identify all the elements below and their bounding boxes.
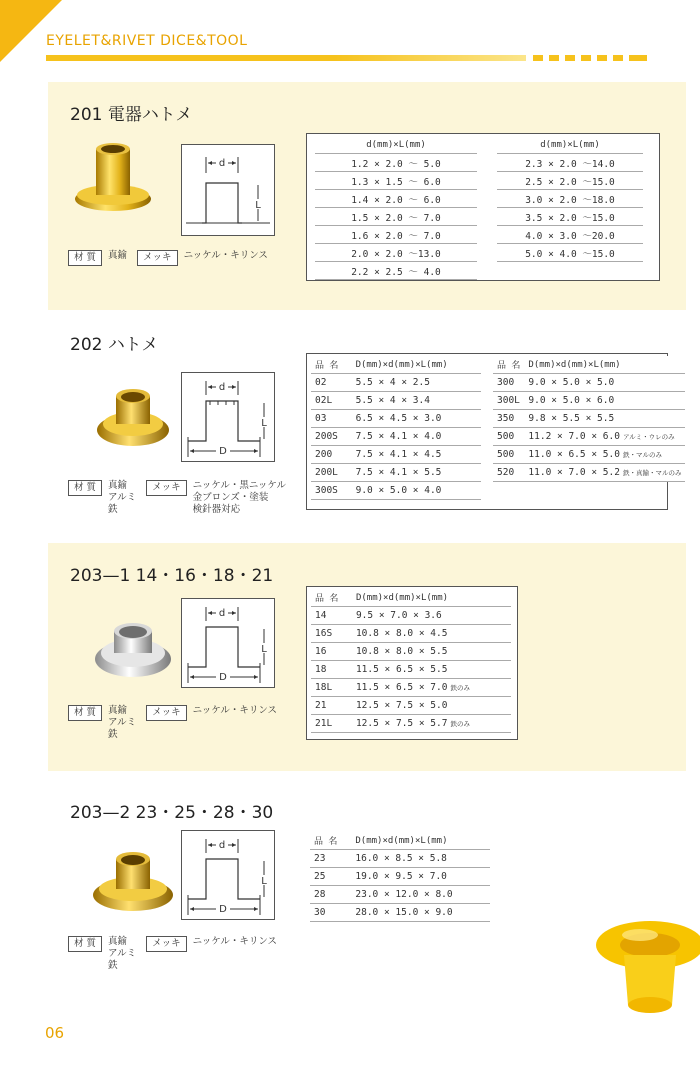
spec-block [68, 480, 296, 519]
page-number: 06 [45, 1024, 65, 1042]
item-name: 14 [311, 607, 352, 625]
table-cell: 5.0 × 4.0 ～15.0 [497, 244, 643, 262]
section-title: 201 電器ハトメ [70, 105, 193, 125]
header-bar [46, 55, 526, 61]
item-dims: 7.5 × 4.1 × 5.5 [355, 467, 442, 478]
item-dims: 11.0 × 6.5 × 5.0 [528, 449, 620, 460]
eyelet-photo [88, 613, 178, 693]
label-d: d [218, 840, 226, 851]
header-dots [533, 55, 647, 61]
decorative-eyelet-illustration [588, 905, 700, 1020]
label-L: L [261, 876, 267, 887]
table-row [310, 868, 490, 886]
eyelet-photo [88, 382, 178, 462]
item-dims: 5.5 × 4 × 2.5 [355, 377, 430, 388]
section-title: 203—2 23・25・28・30 [70, 803, 274, 823]
table-row [493, 428, 685, 446]
material-value: 真鍮 [108, 250, 128, 261]
spec-table-203-2 [306, 830, 504, 920]
item-name: 18L [311, 679, 352, 697]
spec-table-201 [306, 133, 660, 281]
section-title: 202 ハトメ [70, 335, 159, 355]
label-d: d [218, 382, 226, 393]
item-note: 鉄・マルのみ [622, 451, 662, 459]
table-row [310, 886, 490, 904]
item-dims: 7.5 × 4.1 × 4.5 [355, 449, 442, 460]
plating-value: ニッケル・キリンス [192, 705, 278, 716]
item-dims: 11.0 × 7.0 × 5.2 [528, 467, 620, 478]
table-left [311, 356, 481, 500]
table-row [310, 904, 490, 922]
item-dims: 10.8 × 8.0 × 5.5 [355, 646, 448, 657]
table-row [497, 172, 643, 190]
item-dims: 23.0 × 12.0 × 8.0 [355, 889, 453, 900]
table-row [315, 190, 477, 208]
item-note: 鉄のみ [450, 684, 470, 692]
table-row [493, 392, 685, 410]
table-row [311, 410, 481, 428]
plating-value: ニッケル・キリンス [192, 936, 278, 947]
table-header: d(mm)×L(mm) [497, 136, 643, 154]
eyelet-photo [68, 137, 158, 217]
item-dims: 10.8 × 8.0 × 4.5 [355, 628, 448, 639]
item-dims: 12.5 × 7.5 × 5.7 [355, 718, 448, 729]
table-cell: 1.6 × 2.0 ～ 7.0 [315, 226, 477, 244]
item-note: 鉄・真鍮・マルのみ [622, 469, 682, 477]
dimension-diagram [181, 830, 275, 920]
table-cell: 1.3 × 1.5 ～ 6.0 [315, 172, 477, 190]
item-dims: 5.5 × 4 × 3.4 [355, 395, 430, 406]
section-201 [48, 82, 686, 310]
item-name: 500 [493, 446, 524, 464]
item-dims: 9.0 × 5.0 × 5.0 [528, 377, 615, 388]
item-name: 30 [310, 904, 351, 922]
label-D: D [219, 904, 227, 915]
spec-table-203-1 [306, 586, 518, 740]
item-name: 03 [311, 410, 352, 428]
material-tag: 材 質 [68, 705, 102, 721]
table-left [315, 136, 477, 280]
item-name: 16S [311, 625, 352, 643]
label-L: L [261, 644, 267, 655]
table-cell: 2.3 × 2.0 ～14.0 [497, 154, 643, 172]
col-name: 品 名 [493, 356, 524, 374]
table-row [493, 464, 685, 482]
item-dims: 11.5 × 6.5 × 7.0 [355, 682, 448, 693]
table-row [311, 607, 511, 625]
item-name: 18 [311, 661, 352, 679]
table-cell: 2.2 × 2.5 ～ 4.0 [315, 262, 477, 280]
label-D: D [219, 446, 227, 457]
item-dims: 9.0 × 5.0 × 6.0 [528, 395, 615, 406]
item-name: 520 [493, 464, 524, 482]
table-row [311, 428, 481, 446]
col-name: 品 名 [311, 356, 352, 374]
item-name: 300 [493, 374, 524, 392]
section-203-1 [48, 543, 686, 771]
table-cell: 1.5 × 2.0 ～ 7.0 [315, 208, 477, 226]
material-tag: 材 質 [68, 250, 102, 266]
table [310, 832, 490, 922]
table-row [497, 226, 643, 244]
col-name: 品 名 [311, 589, 352, 607]
item-name: 25 [310, 868, 351, 886]
col-dims: D(mm)×d(mm)×L(mm) [352, 589, 511, 607]
item-name: 500 [493, 428, 524, 446]
item-dims: 6.5 × 4.5 × 3.0 [355, 413, 442, 424]
spec-table-202 [306, 353, 682, 510]
item-dims: 7.5 × 4.1 × 4.0 [355, 431, 442, 442]
table-row [311, 392, 481, 410]
table-row [315, 154, 477, 172]
table-row [311, 715, 511, 733]
table-row [497, 244, 643, 262]
item-name: 23 [310, 850, 351, 868]
spec-block [68, 250, 278, 269]
section-202 [48, 320, 686, 530]
spec-block [68, 936, 287, 975]
item-name: 350 [493, 410, 524, 428]
table-cell: 2.5 × 2.0 ～15.0 [497, 172, 643, 190]
item-dims: 11.5 × 6.5 × 5.5 [355, 664, 448, 675]
item-name: 200S [311, 428, 352, 446]
plating-tag: メッキ [146, 936, 187, 952]
item-name: 28 [310, 886, 351, 904]
item-name: 02 [311, 374, 352, 392]
item-name: 21L [311, 715, 352, 733]
item-dims: 12.5 × 7.5 × 5.0 [355, 700, 448, 711]
table-cell: 1.4 × 2.0 ～ 6.0 [315, 190, 477, 208]
table-row [497, 190, 643, 208]
item-dims: 28.0 × 15.0 × 9.0 [355, 907, 453, 918]
material-value: 真鍮 アルミ 鉄 [108, 705, 137, 740]
plating-value: ニッケル・黒ニッケル 金ブロンズ・塗装 検針器対応 [192, 480, 286, 515]
label-L: L [261, 418, 267, 429]
table-row [315, 244, 477, 262]
table-row [311, 643, 511, 661]
item-dims: 11.2 × 7.0 × 6.0 [528, 431, 620, 442]
table-cell: 2.0 × 2.0 ～13.0 [315, 244, 477, 262]
table-row [493, 446, 685, 464]
corner-accent [0, 0, 62, 62]
table-cell: 3.5 × 2.0 ～15.0 [497, 208, 643, 226]
label-d: d [218, 608, 226, 619]
plating-tag: メッキ [137, 250, 178, 266]
table-row [311, 446, 481, 464]
table-row [310, 850, 490, 868]
col-dims: D(mm)×d(mm)×L(mm) [352, 356, 481, 374]
label-L: L [255, 200, 261, 211]
plating-value: ニッケル・キリンス [183, 250, 268, 261]
table-right [497, 136, 643, 262]
table [311, 589, 511, 733]
item-dims: 9.0 × 5.0 × 4.0 [355, 485, 442, 496]
table-row [497, 208, 643, 226]
material-value: 真鍮 アルミ 鉄 [108, 480, 137, 515]
label-D: D [219, 672, 227, 683]
plating-tag: メッキ [146, 705, 187, 721]
label-d: d [218, 158, 226, 169]
plating-tag: メッキ [146, 480, 187, 496]
eyelet-photo [88, 843, 178, 923]
header-title: EYELET&RIVET DICE&TOOL [46, 33, 248, 49]
table-row [311, 625, 511, 643]
item-note: アルミ・ウレのみ [622, 433, 675, 441]
item-name: 21 [311, 697, 352, 715]
dimension-diagram [181, 372, 275, 462]
table-row [315, 262, 477, 280]
table-row [311, 679, 511, 697]
material-tag: 材 質 [68, 936, 102, 952]
col-dims: D(mm)×d(mm)×L(mm) [524, 356, 685, 374]
table-row [311, 697, 511, 715]
item-name: 300S [311, 482, 352, 500]
item-dims: 9.8 × 5.5 × 5.5 [528, 413, 615, 424]
table-row [311, 661, 511, 679]
table-row [315, 226, 477, 244]
material-value: 真鍮 アルミ 鉄 [108, 936, 137, 971]
table-row [311, 374, 481, 392]
item-name: 200 [311, 446, 352, 464]
table-row [311, 464, 481, 482]
item-dims: 19.0 × 9.5 × 7.0 [355, 871, 447, 882]
dimension-diagram [181, 144, 275, 236]
table-header: d(mm)×L(mm) [315, 136, 477, 154]
item-dims: 16.0 × 8.5 × 5.8 [355, 853, 447, 864]
material-tag: 材 質 [68, 480, 102, 496]
item-name: 200L [311, 464, 352, 482]
col-dims: D(mm)×d(mm)×L(mm) [351, 832, 490, 850]
table-row [315, 172, 477, 190]
spec-block [68, 705, 287, 744]
table-row [497, 154, 643, 172]
section-title: 203—1 14・16・18・21 [70, 566, 274, 586]
table-cell: 1.2 × 2.0 ～ 5.0 [315, 154, 477, 172]
item-name: 02L [311, 392, 352, 410]
table-row [493, 410, 685, 428]
table-row [315, 208, 477, 226]
table-cell: 3.0 × 2.0 ～18.0 [497, 190, 643, 208]
table-cell: 4.0 × 3.0 ～20.0 [497, 226, 643, 244]
item-note: 鉄のみ [450, 720, 470, 728]
dimension-diagram [181, 598, 275, 688]
item-name: 300L [493, 392, 524, 410]
item-dims: 9.5 × 7.0 × 3.6 [355, 610, 442, 621]
table-row [493, 374, 685, 392]
table-row [311, 482, 481, 500]
table-right [493, 356, 685, 482]
col-name: 品 名 [310, 832, 351, 850]
item-name: 16 [311, 643, 352, 661]
